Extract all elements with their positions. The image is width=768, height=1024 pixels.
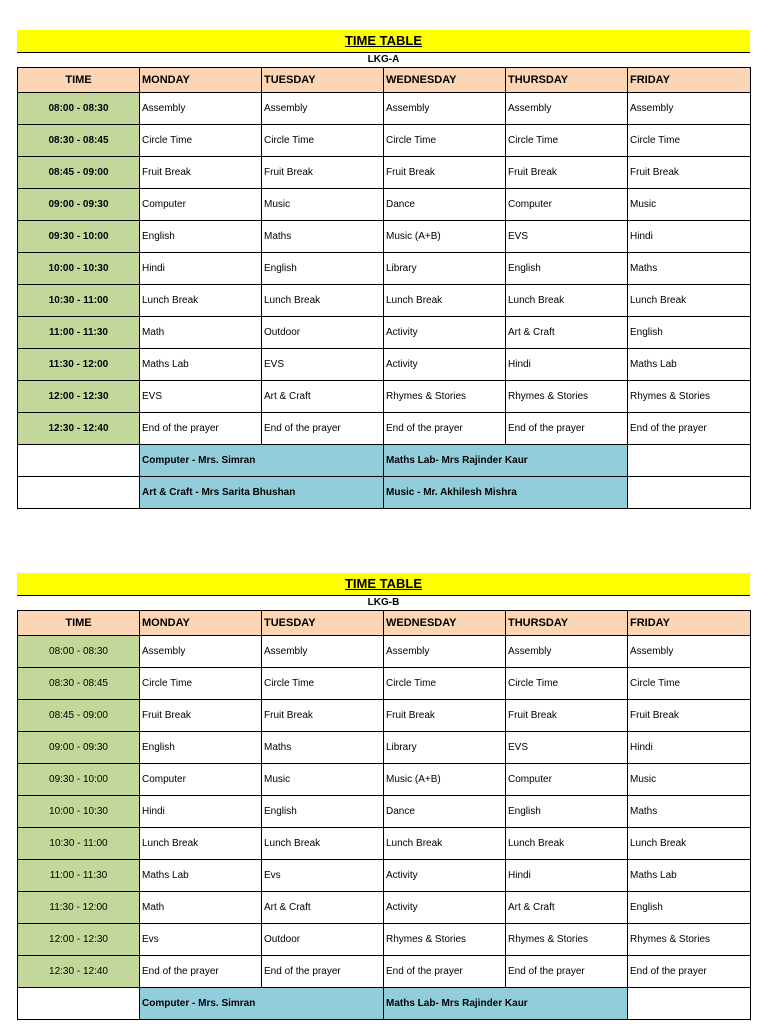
table-row (18, 381, 751, 413)
day-column-header: THURSDAY (506, 68, 628, 93)
subject-cell: EVS (140, 381, 262, 413)
subject-cell: Lunch Break (506, 828, 628, 860)
subject-cell: Computer (140, 189, 262, 221)
subject-cell: Computer (506, 189, 628, 221)
subject-cell: Maths Lab (140, 349, 262, 381)
day-column-header: TUESDAY (262, 611, 384, 636)
subject-cell: Music (262, 764, 384, 796)
class-label: LKG-B (367, 597, 400, 608)
subject-cell: Activity (384, 860, 506, 892)
table-row (18, 93, 751, 125)
subject-cell: Lunch Break (140, 828, 262, 860)
table-row (18, 349, 751, 381)
subject-cell: Assembly (384, 636, 506, 668)
teacher-assignment-cell: Maths Lab- Mrs Rajinder Kaur (384, 445, 628, 477)
subject-cell: Hindi (140, 253, 262, 285)
subject-cell: End of the prayer (384, 956, 506, 988)
table-row (18, 413, 751, 445)
subject-cell: English (506, 253, 628, 285)
table-row (18, 860, 751, 892)
table-row (18, 317, 751, 349)
subject-cell: Lunch Break (140, 285, 262, 317)
subject-cell: End of the prayer (140, 956, 262, 988)
subject-cell: End of the prayer (262, 956, 384, 988)
subject-cell: Art & Craft (262, 381, 384, 413)
subject-cell: Fruit Break (506, 157, 628, 189)
subject-cell: Math (140, 317, 262, 349)
day-column-header: THURSDAY (506, 611, 628, 636)
time-slot-cell: 08:00 - 08:30 (18, 93, 140, 125)
empty-cell (18, 988, 140, 1020)
table-row (18, 189, 751, 221)
table-row (18, 668, 751, 700)
subject-cell: Art & Craft (262, 892, 384, 924)
empty-cell (18, 445, 140, 477)
subject-cell: Maths (628, 796, 751, 828)
teacher-assignment-cell: Music - Mr. Akhilesh Mishra (384, 477, 628, 509)
time-slot-cell: 10:00 - 10:30 (18, 253, 140, 285)
table-row (18, 764, 751, 796)
empty-cell (628, 445, 751, 477)
subject-cell: Fruit Break (262, 700, 384, 732)
subject-cell: Circle Time (384, 125, 506, 157)
subject-cell: Circle Time (506, 668, 628, 700)
subject-cell: Music (A+B) (384, 221, 506, 253)
time-slot-cell: 09:00 - 09:30 (18, 189, 140, 221)
subject-cell: Art & Craft (506, 317, 628, 349)
table-row (18, 828, 751, 860)
timetable-lkg-b (17, 573, 750, 1020)
table-row (18, 125, 751, 157)
subject-cell: Lunch Break (628, 285, 751, 317)
table-row (18, 700, 751, 732)
teacher-assignment-cell: Computer - Mrs. Simran (140, 445, 384, 477)
subject-cell: Art & Craft (506, 892, 628, 924)
subject-cell: Rhymes & Stories (506, 381, 628, 413)
time-slot-cell: 09:30 - 10:00 (18, 764, 140, 796)
subject-cell: Circle Time (506, 125, 628, 157)
day-column-header: WEDNESDAY (384, 68, 506, 93)
subject-cell: Hindi (140, 796, 262, 828)
table-row (18, 796, 751, 828)
subject-cell: Circle Time (140, 125, 262, 157)
time-slot-cell: 08:00 - 08:30 (18, 636, 140, 668)
subject-cell: Outdoor (262, 924, 384, 956)
time-slot-cell: 08:45 - 09:00 (18, 157, 140, 189)
subject-cell: End of the prayer (384, 413, 506, 445)
table-row (18, 285, 751, 317)
empty-cell (628, 988, 751, 1020)
table-row (18, 253, 751, 285)
subject-cell: End of the prayer (140, 413, 262, 445)
time-slot-cell: 12:00 - 12:30 (18, 924, 140, 956)
subject-cell: Evs (140, 924, 262, 956)
subject-cell: Activity (384, 317, 506, 349)
subject-cell: Activity (384, 349, 506, 381)
table-row (18, 636, 751, 668)
subject-cell: End of the prayer (628, 413, 751, 445)
subject-cell: Maths Lab (628, 349, 751, 381)
time-slot-cell: 11:00 - 11:30 (18, 317, 140, 349)
subject-cell: Activity (384, 892, 506, 924)
day-column-header: MONDAY (140, 611, 262, 636)
table-row (18, 221, 751, 253)
timetable-title: TIME TABLE (17, 30, 750, 53)
subject-cell: Music (628, 189, 751, 221)
subject-cell: Assembly (140, 636, 262, 668)
subject-cell: Fruit Break (628, 700, 751, 732)
subject-cell: End of the prayer (506, 413, 628, 445)
teacher-row (18, 988, 751, 1020)
subject-cell: Assembly (628, 93, 751, 125)
subject-cell: Math (140, 892, 262, 924)
subject-cell: Rhymes & Stories (628, 381, 751, 413)
subject-cell: English (628, 317, 751, 349)
table-row (18, 892, 751, 924)
time-slot-cell: 09:00 - 09:30 (18, 732, 140, 764)
time-slot-cell: 10:30 - 11:00 (18, 285, 140, 317)
time-slot-cell: 09:30 - 10:00 (18, 221, 140, 253)
subject-cell: Fruit Break (628, 157, 751, 189)
class-label: LKG-A (367, 54, 400, 65)
subject-cell: Evs (262, 860, 384, 892)
subject-cell: Assembly (506, 636, 628, 668)
subject-cell: English (506, 796, 628, 828)
subject-cell: Assembly (262, 93, 384, 125)
subject-cell: English (262, 253, 384, 285)
time-slot-cell: 08:45 - 09:00 (18, 700, 140, 732)
subject-cell: Fruit Break (506, 700, 628, 732)
subject-cell: Fruit Break (140, 157, 262, 189)
subject-cell: Assembly (262, 636, 384, 668)
day-column-header: WEDNESDAY (384, 611, 506, 636)
subject-cell: English (140, 221, 262, 253)
subject-cell: Rhymes & Stories (628, 924, 751, 956)
subject-cell: Circle Time (628, 668, 751, 700)
subject-cell: Fruit Break (140, 700, 262, 732)
empty-cell (18, 477, 140, 509)
day-column-header: FRIDAY (628, 611, 751, 636)
header-row (18, 68, 751, 93)
subject-cell: Music (A+B) (384, 764, 506, 796)
subject-cell: Outdoor (262, 317, 384, 349)
subject-cell: EVS (506, 732, 628, 764)
subject-cell: Maths (262, 732, 384, 764)
subject-cell: End of the prayer (506, 956, 628, 988)
subject-cell: Music (628, 764, 751, 796)
subject-cell: English (262, 796, 384, 828)
subject-cell: Lunch Break (262, 285, 384, 317)
subject-cell: Music (262, 189, 384, 221)
time-column-header: TIME (18, 68, 140, 93)
empty-cell (628, 477, 751, 509)
subject-cell: Assembly (384, 93, 506, 125)
timetable-title: TIME TABLE (17, 573, 750, 596)
subject-cell: Lunch Break (384, 285, 506, 317)
subject-cell: Circle Time (628, 125, 751, 157)
schedule-table (17, 67, 751, 509)
subject-cell: Computer (140, 764, 262, 796)
subject-cell: Hindi (628, 732, 751, 764)
subject-cell: Lunch Break (628, 828, 751, 860)
subject-cell: Lunch Break (384, 828, 506, 860)
subject-cell: Library (384, 732, 506, 764)
subject-cell: Fruit Break (262, 157, 384, 189)
subject-cell: Computer (506, 764, 628, 796)
subject-cell: Fruit Break (384, 157, 506, 189)
schedule-table (17, 610, 751, 1020)
subject-cell: Rhymes & Stories (506, 924, 628, 956)
subject-cell: End of the prayer (628, 956, 751, 988)
teacher-assignment-cell: Computer - Mrs. Simran (140, 988, 384, 1020)
subject-cell: Hindi (506, 860, 628, 892)
subject-cell: Maths (262, 221, 384, 253)
table-row (18, 157, 751, 189)
subject-cell: Circle Time (140, 668, 262, 700)
subject-cell: Maths Lab (628, 860, 751, 892)
subject-cell: Circle Time (262, 668, 384, 700)
teacher-assignment-cell: Maths Lab- Mrs Rajinder Kaur (384, 988, 628, 1020)
time-slot-cell: 08:30 - 08:45 (18, 125, 140, 157)
subject-cell: English (628, 892, 751, 924)
table-row (18, 732, 751, 764)
subject-cell: Assembly (140, 93, 262, 125)
table-row (18, 956, 751, 988)
subject-cell: English (140, 732, 262, 764)
subject-cell: Dance (384, 189, 506, 221)
subject-cell: Rhymes & Stories (384, 924, 506, 956)
subject-cell: Lunch Break (506, 285, 628, 317)
teacher-assignment-cell: Art & Craft - Mrs Sarita Bhushan (140, 477, 384, 509)
subject-cell: End of the prayer (262, 413, 384, 445)
header-row (18, 611, 751, 636)
subject-cell: Assembly (506, 93, 628, 125)
time-column-header: TIME (18, 611, 140, 636)
time-slot-cell: 11:00 - 11:30 (18, 860, 140, 892)
time-slot-cell: 11:30 - 12:00 (18, 892, 140, 924)
subject-cell: Fruit Break (384, 700, 506, 732)
subject-cell: Maths Lab (140, 860, 262, 892)
teacher-row (18, 445, 751, 477)
subject-cell: Hindi (628, 221, 751, 253)
time-slot-cell: 12:00 - 12:30 (18, 381, 140, 413)
time-slot-cell: 12:30 - 12:40 (18, 413, 140, 445)
subject-cell: Hindi (506, 349, 628, 381)
time-slot-cell: 10:00 - 10:30 (18, 796, 140, 828)
time-slot-cell: 11:30 - 12:00 (18, 349, 140, 381)
day-column-header: MONDAY (140, 68, 262, 93)
day-column-header: TUESDAY (262, 68, 384, 93)
time-slot-cell: 12:30 - 12:40 (18, 956, 140, 988)
subject-cell: Maths (628, 253, 751, 285)
time-slot-cell: 08:30 - 08:45 (18, 668, 140, 700)
teacher-row (18, 477, 751, 509)
subject-cell: Rhymes & Stories (384, 381, 506, 413)
subject-cell: Circle Time (262, 125, 384, 157)
subject-cell: Lunch Break (262, 828, 384, 860)
subject-cell: EVS (262, 349, 384, 381)
timetable-lkg-a (17, 30, 750, 509)
day-column-header: FRIDAY (628, 68, 751, 93)
table-row (18, 924, 751, 956)
subject-cell: Circle Time (384, 668, 506, 700)
subject-cell: Assembly (628, 636, 751, 668)
subject-cell: Library (384, 253, 506, 285)
subject-cell: Dance (384, 796, 506, 828)
time-slot-cell: 10:30 - 11:00 (18, 828, 140, 860)
subject-cell: EVS (506, 221, 628, 253)
